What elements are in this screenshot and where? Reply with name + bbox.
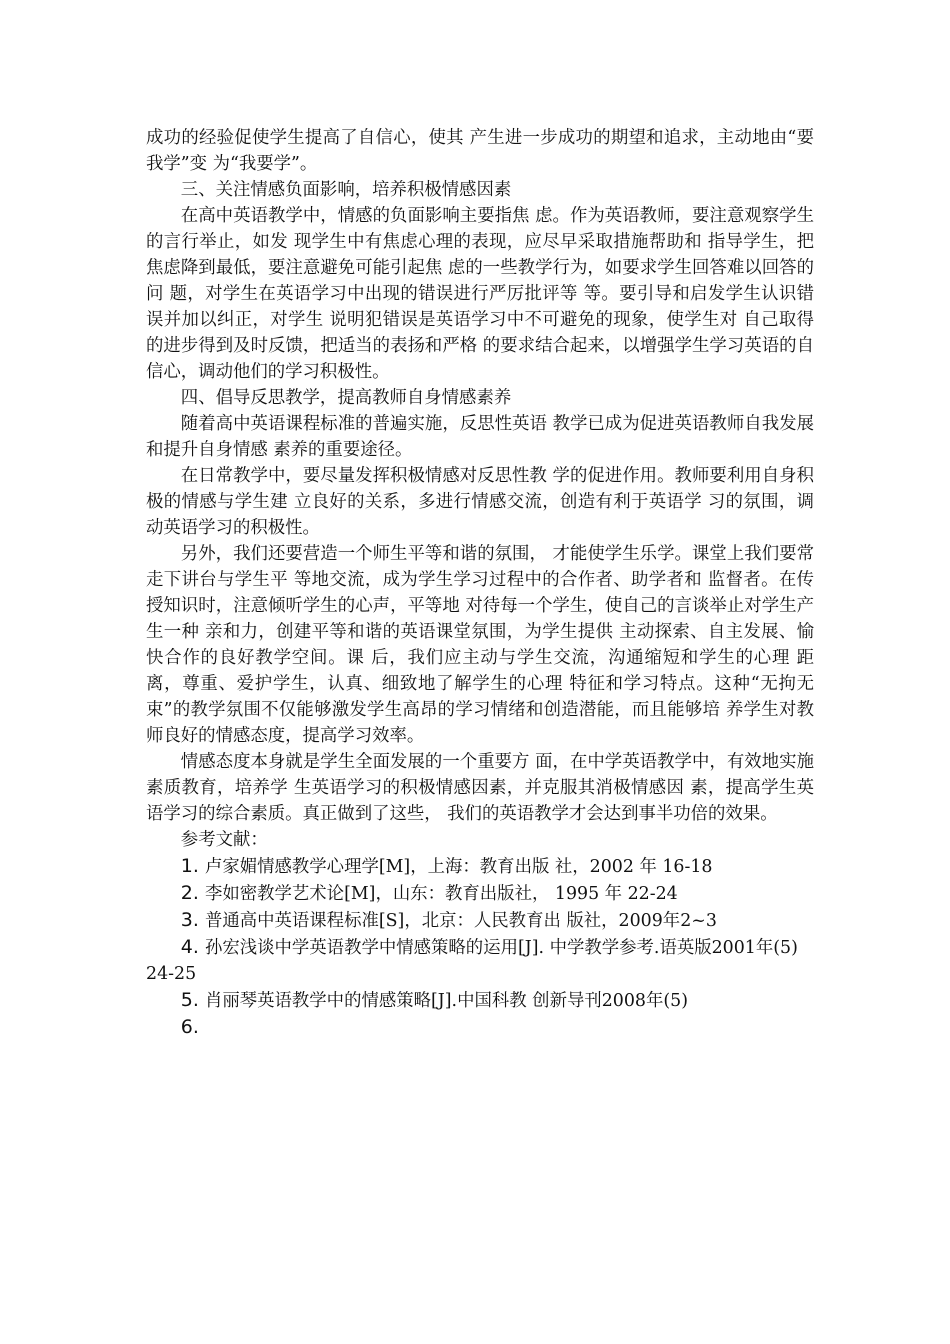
- body-paragraph-continuation: 成功的经验促使学生提高了自信心，使其 产生进一步成功的期望和追求，主动地由“要我学”变 为“我要学”。: [146, 128, 814, 174]
- section-heading-4: 四、倡导反思教学，提高教师自身情感素养: [180, 388, 512, 408]
- reference-text: 普通高中英语课程标准[S]，北京：人民教育出 版社，2009年2~3: [204, 911, 717, 931]
- reference-text: 卢家媚情感教学心理学[M]，上海：教育出版 社，2002 年 16-18: [204, 857, 713, 877]
- body-paragraph: 在日常教学中，要尽量发挥积极情感对反思性教 学的促进作用。教师要利用自身积极的情感与学生建 立良好的关系，多进行情感交流，创造有利于英语学 习的氛围，调动英语学习的积极性。: [146, 466, 814, 538]
- reference-number: 1.: [180, 855, 199, 877]
- body-paragraph: 另外，我们还要营造一个师生平等和谐的氛围， 才能使学生乐学。课堂上我们要常走下讲台与学生平 等地交流，成为学生学习过程中的合作者、助学者和 监督者。在传授知识时，注意倾听学生的心声，平等地 对待每一个学生，使自己的言谈举止对学生产生一种 亲和力，创建平等和谐的英语课堂氛围，为学生提供 主动探索、自主发展、愉快合作的良好教学空间。课 后，我们应主动与学生交流，沟通缩短和学生的心理 距离，尊重、爱护学生，认真、细致地了解学生的心理 特征和学习特点。这种“无拘无束”的教学氛围不仅能够激发学生高昂的学习情绪和创造潜能，而且能够培 养学生对教师良好的情感态度，提高学习效率。: [146, 544, 814, 746]
- reference-number: 6.: [180, 1016, 199, 1038]
- reference-item: [146, 987, 814, 1014]
- reference-number: 5.: [180, 989, 199, 1011]
- references-heading: 参考文献：: [180, 830, 268, 850]
- reference-item: [146, 880, 814, 907]
- reference-number: 2.: [180, 882, 199, 904]
- reference-item: [146, 853, 814, 880]
- reference-text: 李如密教学艺术论[M]，山东：教育出版社， 1995 年 22-24: [204, 884, 678, 904]
- reference-number: 4.: [180, 936, 199, 958]
- reference-item: [146, 907, 814, 934]
- document-page: [146, 125, 814, 1041]
- reference-item: [146, 934, 814, 987]
- body-paragraph: 随着高中英语课程标准的普遍实施，反思性英语 教学已成为促进英语教师自我发展和提升自身情感 素养的重要途径。: [146, 414, 814, 460]
- reference-text: 孙宏浅谈中学英语教学中情感策略的运用[J]. 中学教学参考.语英版2001年(5) 24-25: [146, 938, 804, 984]
- body-paragraph: 在高中英语教学中，情感的负面影响主要指焦 虑。作为英语教师，要注意观察学生的言行举止，如发 现学生中有焦虑心理的表现，应尽早采取措施帮助和 指导学生，把焦虑降到最低，要注意避免可能引起焦 虑的一些教学行为，如要求学生回答难以回答的问 题，对学生在英语学习中出现的错误进行严厉批评等 等。要引导和启发学生认识错误并加以纠正，对学生 说明犯错误是英语学习中不可避免的现象，使学生对 自己取得的进步得到及时反馈，把适当的表扬和严格 的要求结合起来，以增强学生学习英语的自信心，调动他们的学习积极性。: [146, 206, 814, 382]
- section-heading-3: 三、关注情感负面影响，培养积极情感因素: [180, 180, 512, 200]
- reference-number: 3.: [180, 909, 199, 931]
- reference-text: 肖丽琴英语教学中的情感策略[J].中国科教 创新导刊2008年(5): [204, 991, 689, 1011]
- body-paragraph: 情感态度本身就是学生全面发展的一个重要方 面，在中学英语教学中，有效地实施素质教育，培养学 生英语学习的积极情感因素，并克服其消极情感因 素，提高学生英语学习的综合素质。真正做到了这些， 我们的英语教学才会达到事半功倍的效果。: [146, 752, 814, 824]
- reference-item: [146, 1014, 814, 1041]
